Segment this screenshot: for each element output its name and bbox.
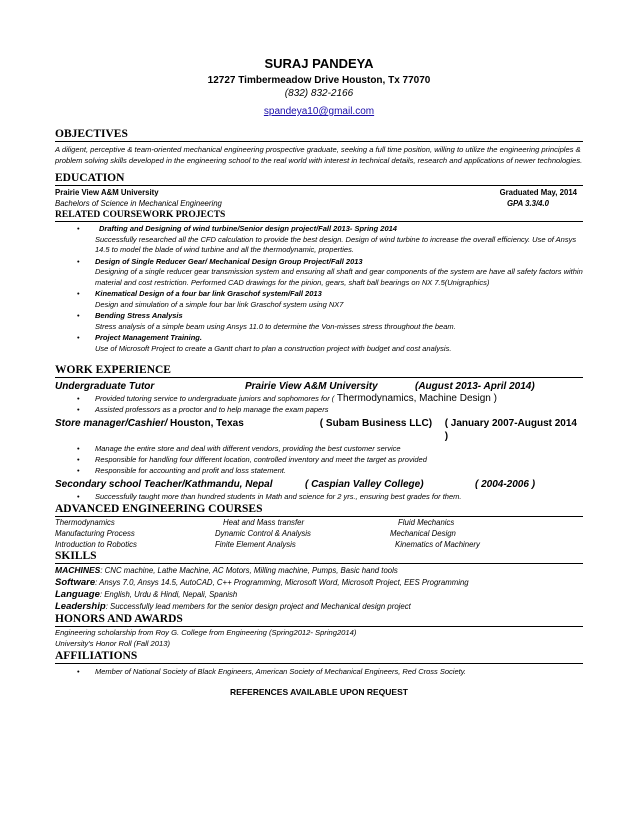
course-name: Heat and Mass transfer (223, 518, 305, 527)
bullet-icon: • (77, 667, 80, 676)
job-item-text: Responsible for handling four different location, controlled inventory and meet the target as provided (95, 455, 427, 464)
affiliation-item (55, 666, 583, 677)
section-courses: ADVANCED ENGINEERING COURSES (55, 503, 583, 517)
project-item (55, 311, 583, 332)
course-name: Fluid Mechanics (398, 518, 455, 527)
skill-label: Leadership (55, 601, 106, 612)
project-item (55, 257, 583, 289)
skill-machines (55, 564, 583, 577)
skill-text: : English, Urdu & Hindi, Nepali, Spanish (99, 590, 238, 599)
project-title: Drafting and Designing of wind turbine/Senior design project/Fall 2013- Spring 2014 (99, 224, 397, 233)
skill-text: : Ansys 7.0, Ansys 14.5, AutoCAD, C++ Programming, Microsoft Word, Microsoft Project, EES Programming (95, 578, 469, 587)
course-row (55, 539, 583, 550)
project-item (55, 289, 583, 310)
section-honors: HONORS AND AWARDS (55, 613, 583, 627)
references-footer: REFERENCES AVAILABLE UPON REQUEST (230, 687, 408, 697)
job-role: Undergraduate Tutor (55, 381, 155, 392)
bullet-icon: • (77, 466, 80, 475)
skill-language (55, 589, 583, 601)
job-org: Prairie View A&M University (245, 381, 378, 392)
coursework-title: RELATED COURSEWORK PROJECTS (55, 209, 583, 222)
skill-text: : Successfully lead members for the senior design project and Mechanical design project (105, 602, 411, 611)
project-list (55, 224, 583, 354)
bullet-icon: • (77, 333, 80, 342)
job-item-text: Manage the entire store and deal with different vendors, providing the best customer service (95, 444, 401, 453)
section-objectives: OBJECTIVES (55, 128, 583, 142)
school-name: Prairie View A&M University (55, 188, 159, 197)
bullet-icon: • (77, 394, 80, 403)
project-title: Project Management Training. (95, 333, 202, 342)
skill-leadership (55, 601, 583, 613)
project-desc: Designing of a single reducer gear transmission system and ensuring all shaft and gear components of the system are have all safety factors within material and cost restriction. Performed CAD drawings for the pinion, gears, shaft ball bearings on NX 7.5(Unigraphics) (95, 267, 583, 287)
skill-label: Language (55, 589, 100, 600)
job-item-text: Successfully taught more than hundred students in Math and science for 2 yrs., ensuring best grades for them. (95, 492, 462, 501)
section-education: EDUCATION (55, 172, 583, 186)
job-item-text: Provided tutoring service to undergraduate juniors and sophomores for ( (95, 394, 335, 403)
course-name: Kinematics of Machinery (395, 540, 480, 549)
bullet-icon: • (77, 224, 80, 233)
section-skills: SKILLS (55, 550, 583, 564)
job-dates: ( 2004-2006 ) (475, 479, 536, 490)
job-dates: (August 2013- April 2014) (415, 381, 535, 392)
section-affiliations: AFFILIATIONS (55, 650, 583, 664)
project-item (55, 333, 583, 354)
bullet-icon: • (77, 492, 80, 501)
course-name: Mechanical Design (390, 529, 456, 538)
course-name: Thermodynamics (55, 518, 115, 527)
job-item (55, 454, 583, 465)
email-link[interactable]: spandeya10@gmail.com (263, 106, 375, 117)
resume-header (55, 56, 583, 119)
job-org: ( Subam Business LLC) (319, 418, 433, 429)
gpa: GPA 3.3/4.0 (506, 199, 549, 208)
project-desc: Use of Microsoft Project to create a Gantt chart to plan a construction project with budget and cost analysis. (95, 343, 452, 353)
bullet-icon: • (77, 311, 80, 320)
graduation-date: Graduated May, 2014 (499, 188, 577, 197)
job-role: Store manager/Cashier/ (55, 418, 168, 429)
job-dates: ( January 2007-August 2014 ) (444, 418, 577, 442)
job-item (55, 404, 583, 415)
bullet-icon: • (77, 405, 80, 414)
course-name: Dynamic Control & Analysis (215, 529, 311, 538)
bullet-icon: • (77, 289, 80, 298)
job-item-text: Responsible for accounting and profit and loss statement. (95, 466, 286, 475)
job-org: ( Caspian Valley College) (305, 479, 424, 490)
job-header (55, 380, 583, 393)
course-name: Finite Element Analysis (215, 540, 296, 549)
skill-label: MACHINES (55, 565, 101, 575)
phone: (832) 832-2166 (284, 88, 354, 99)
course-row (55, 517, 583, 528)
project-desc: Stress analysis of a simple beam using Ansys 11.0 to determine the Von-misses stress throughout the beam. (95, 321, 456, 331)
resume-page (55, 56, 583, 697)
job-location: Houston, Texas (167, 418, 244, 429)
job-item (55, 465, 583, 476)
degree: Bachelors of Science in Mechanical Engineering (55, 199, 222, 208)
honor-item: University's Honor Roll (Fall 2013) (55, 639, 170, 648)
bullet-icon: • (77, 455, 80, 464)
project-title: Bending Stress Analysis (95, 311, 183, 320)
affiliation-text: Member of National Society of Black Engineers, American Society of Mechanical Engineers, Red Cross Society. (95, 667, 467, 676)
job-role: Secondary school Teacher/Kathmandu, Nepal (55, 479, 273, 490)
candidate-name: SURAJ PANDEYA (264, 56, 374, 71)
bullet-icon: • (77, 256, 80, 266)
address: 12727 Timbermeadow Drive Houston, Tx 77070 (207, 75, 431, 86)
bullet-icon: • (77, 444, 80, 453)
project-item (55, 224, 583, 256)
job-header (55, 417, 583, 443)
job-item (55, 393, 583, 404)
objectives-text: A diligent, perceptive & team-oriented mechanical engineering prospective graduate, seeking a full time position, willing to utilize the engineering principles & problem solving skills developed in the engineering school to the real world with interest in technical details, research and applications of newer technologies. (55, 145, 583, 165)
job-item (55, 491, 583, 502)
honor-item: Engineering scholarship from Roy G. College from Engineering (Spring2012- Spring2014) (55, 628, 357, 637)
skill-text: : CNC machine, Lathe Machine, AC Motors, Milling machine, Pumps, Basic hand tools (100, 566, 398, 575)
job-subjects: Thermodynamics, Machine Design ) (334, 393, 497, 404)
project-desc: Successfully researched all the CFD calculation to provide the best design. Design of wind turbine to increase the overall efficiency. Use of Ansys 14.5 to model the blade of wind turbine and all the thermodynamic, properties. (95, 234, 577, 254)
project-desc: Design and simulation of a simple four bar link Graschof system using NX7 (95, 299, 344, 309)
job-item (55, 443, 583, 454)
skill-software (55, 577, 583, 589)
section-work: WORK EXPERIENCE (55, 364, 583, 378)
skill-label: Software (55, 577, 96, 588)
course-name: Introduction to Robotics (55, 540, 137, 549)
project-title: Kinematical Design of a four bar link Graschof system/Fall 2013 (95, 289, 322, 298)
course-name: Manufacturing Process (55, 529, 135, 538)
course-row (55, 528, 583, 539)
project-title: Design of Single Reducer Gear/ Mechanical Design Group Project/Fall 2013 (95, 256, 363, 266)
job-item-text: Assisted professors as a proctor and to help manage the exam papers (95, 405, 329, 414)
job-header (55, 478, 583, 491)
